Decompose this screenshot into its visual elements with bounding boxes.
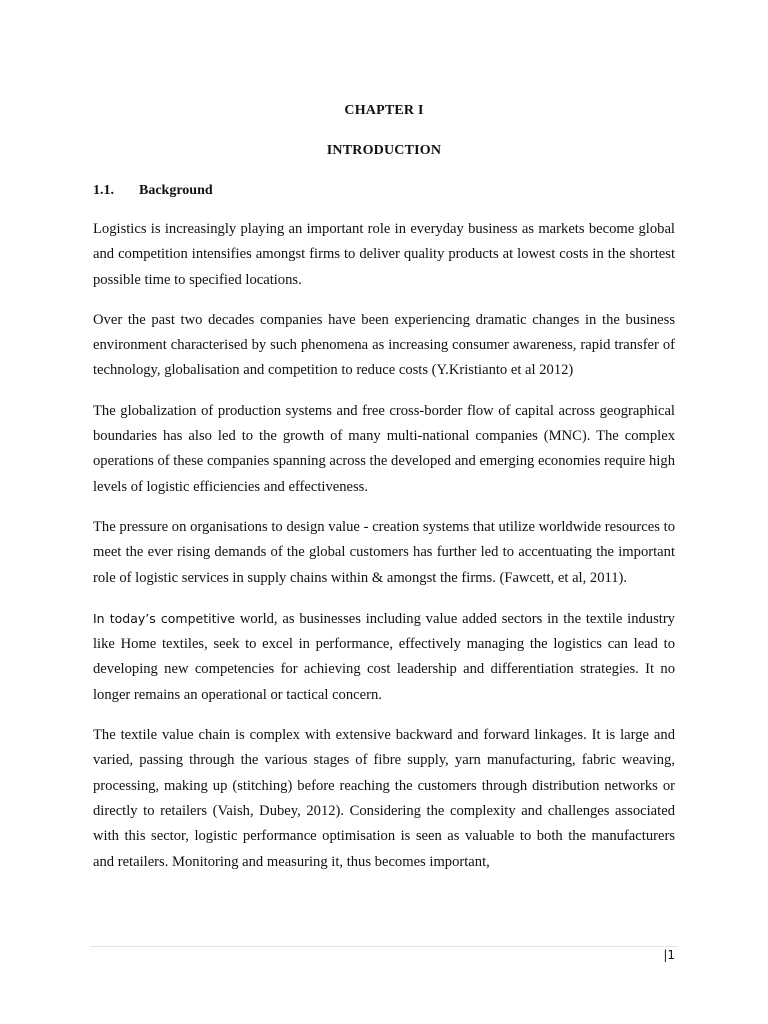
paragraph-competitive-world [93, 606, 675, 708]
competitive-lead-text: In today’s competitive [93, 610, 236, 626]
paragraph-value-creation: The pressure on organisations to design value - creation systems that utilize worldwide resources to meet the ever rising demands of the global customers has further led to accentuating the important role of logistic services in supply chains within & amongst the firms. (Fawcett, et al, 2011). [93, 518, 675, 586]
paragraph-globalization: The globalization of production systems and free cross-border flow of capital across geographical boundaries has also led to the growth of many multi-national companies (MNC). The complex operations of these companies spanning across the developed and emerging economies require high levels of logistic efficiencies and effectiveness. [93, 402, 675, 495]
paragraph-textile-value-chain: The textile value chain is complex with extensive backward and forward linkages. It is large and varied, passing through the various stages of fibre supply, yarn manufacturing, fabric weaving, processing, making up (stitching) before reaching the customers through distribution networks or directly to retailers (Vaish, Dubey, 2012). Considering the complexity and challenges associated with this sector, logistic performance optimisation is seen as valuable to both the manufacturers and retailers. Monitoring and measuring it, thus becomes important, [93, 727, 675, 870]
paragraph-business-environment: Over the past two decades companies have been experiencing dramatic changes in the business environment characterised by such phenomena as increasing consumer awareness, rapid transfer of technology, globalisation and competition to reduce costs (Y.Kristianto et al 2012) [93, 311, 675, 379]
competitive-rest-text: world, as businesses including value added sectors in the textile industry like Home textiles, seek to excel in performance, effectively managing the logistics can lead to developing new competencies for achieving cost leadership and differentiation strategies. It no longer remains an operational or tactical concern. [93, 610, 675, 703]
footer-divider [90, 946, 678, 947]
page-number: |1 [663, 948, 675, 962]
chapter-label: CHAPTER I [344, 103, 424, 118]
section-heading [93, 183, 213, 199]
section-title: Background [139, 183, 213, 198]
paragraph-logistics-role: Logistics is increasingly playing an important role in everyday business as markets become global and competition intensifies amongst firms to deliver quality products at lowest costs in the shortest possible time to specified locations. [93, 221, 675, 288]
section-number: 1.1. [93, 183, 114, 198]
body-text [93, 217, 675, 890]
chapter-title: INTRODUCTION [326, 143, 442, 158]
